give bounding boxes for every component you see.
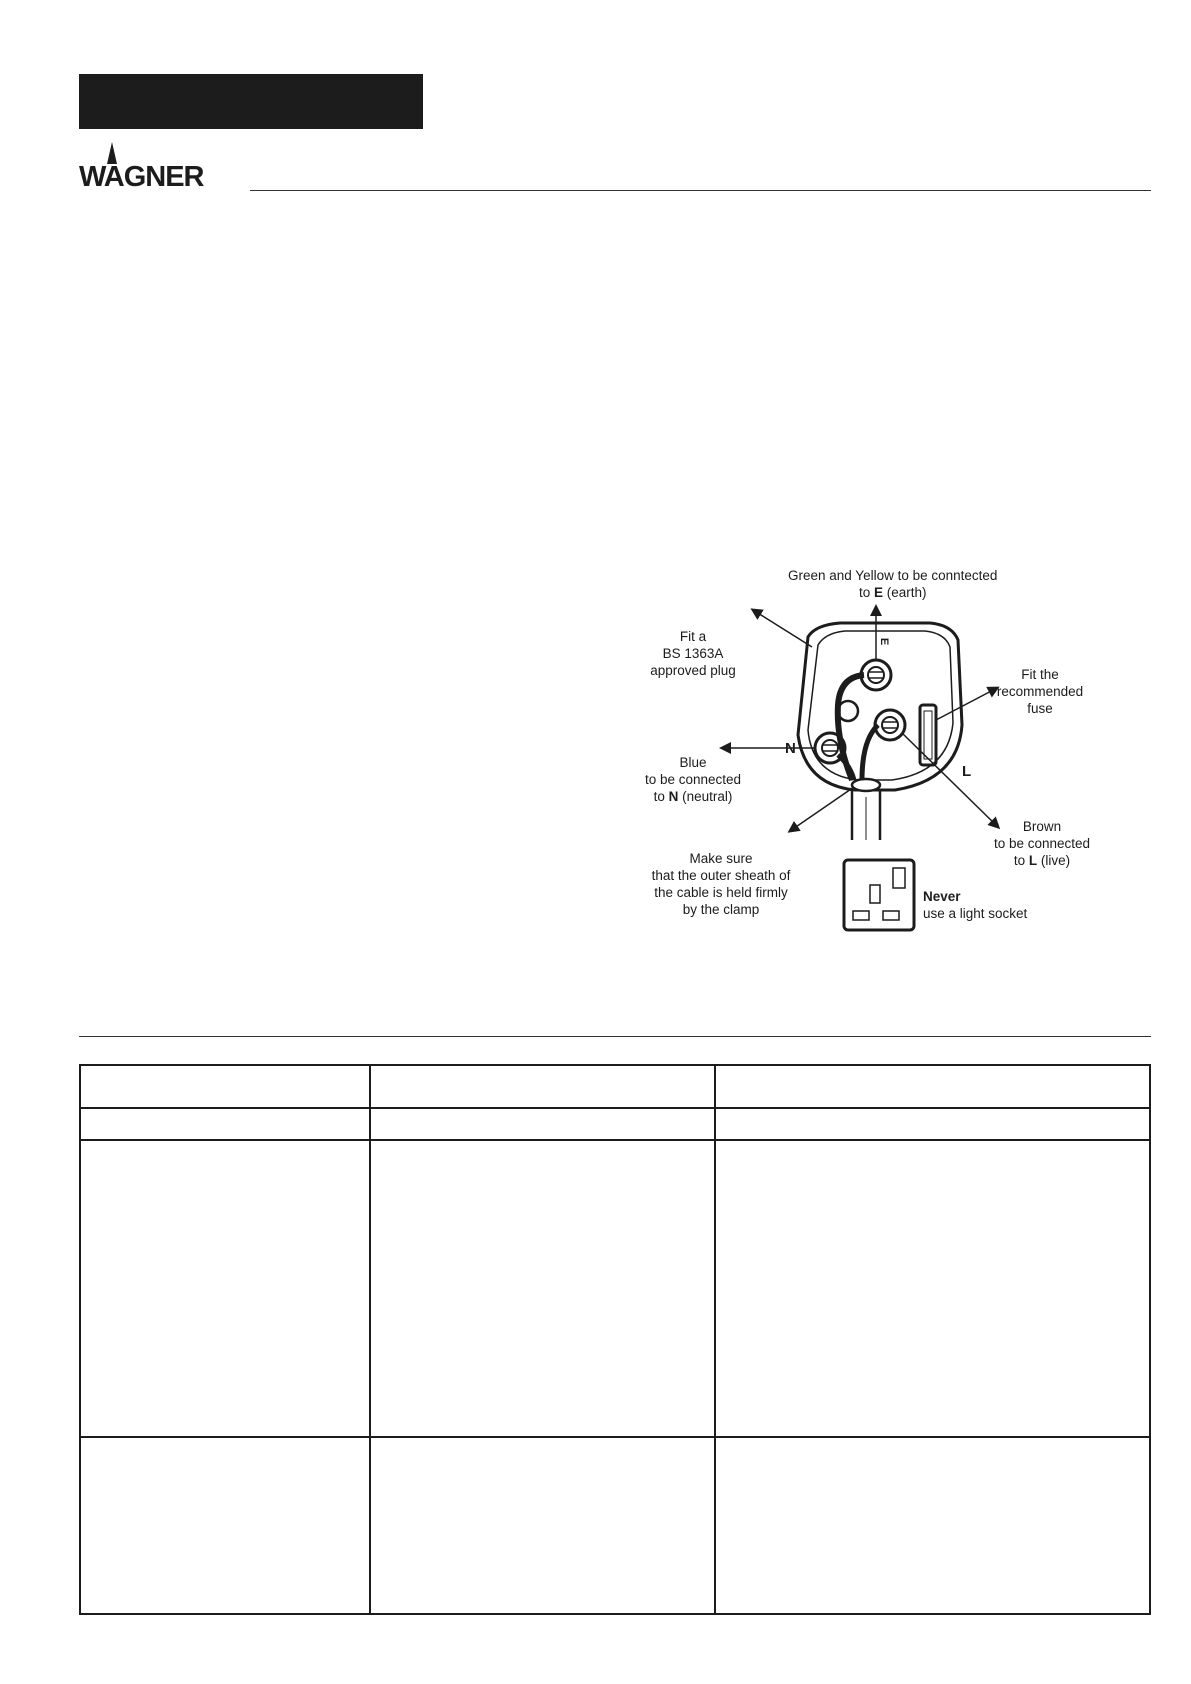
live-wire-label: Brown to be connected to L (live) [993,819,1091,868]
earth-wire-label-line1: Green and Yellow to be conntected [788,568,998,583]
live-wire-label-line3: to L (live) [1013,853,1071,868]
table-column-divider [369,1066,371,1613]
wagner-logo [79,140,249,192]
wagner-logo-text: WAGNER [79,161,204,193]
light-socket-warning: Never use a light socket [923,889,1028,921]
terminal-l-marker: L [962,763,972,780]
section-rule [79,1036,1151,1037]
table-row-divider [81,1139,1149,1141]
header-black-bar [79,74,423,129]
table-row-divider [81,1107,1149,1109]
header-rule [250,190,1151,191]
neutral-wire-label: Blue to be connected to N (neutral) [640,754,746,805]
approved-plug-label: Fit a BS 1363A approved plug [650,629,736,678]
table-column-divider [714,1066,716,1613]
troubleshooting-table [79,1064,1151,1615]
plug-wiring-diagram [640,565,1100,950]
cable-clamp-label: Make sure that the outer sheath of the cable is held firmly by the clamp [651,851,791,917]
earth-wire-label-line2: to E (earth) [858,585,927,600]
terminal-n-marker: N [785,740,796,757]
fuse-label: Fit the recommended fuse [996,667,1084,716]
terminal-e-marker: E [878,637,891,646]
earth-wire-label [788,567,997,601]
table-row-divider [81,1436,1149,1438]
neutral-wire-label-line3: to N (neutral) [653,789,733,804]
